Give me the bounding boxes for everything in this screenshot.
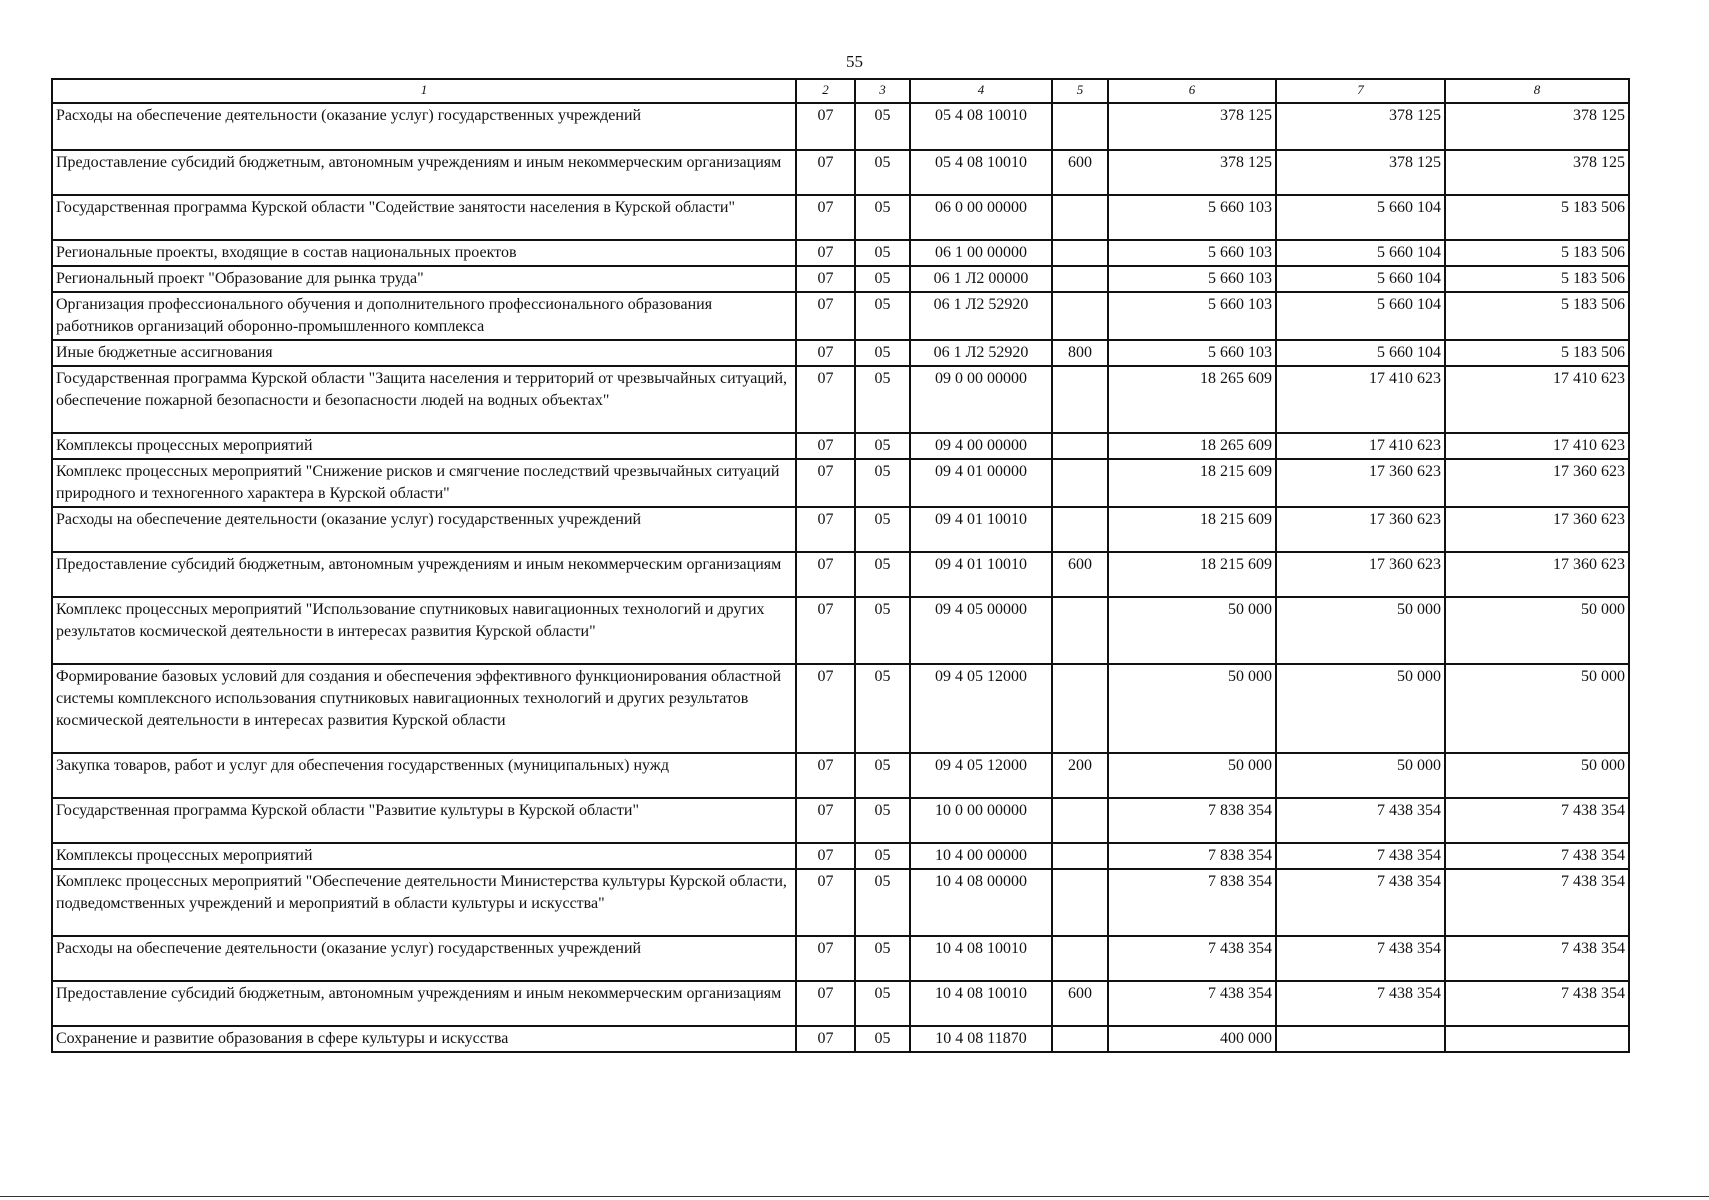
section-code-cell: 07: [796, 981, 855, 1026]
amount-col8-cell: 378 125: [1445, 103, 1629, 150]
amount-col8-cell: 17 410 623: [1445, 366, 1629, 433]
table-row: [52, 507, 1629, 552]
amount-col6-cell: 378 125: [1108, 103, 1276, 150]
column-number-6: 6: [1108, 79, 1276, 103]
target-article-cell: 10 4 08 10010: [910, 936, 1052, 981]
amount-col7-cell: 17 410 623: [1276, 366, 1445, 433]
header-row: [52, 79, 1629, 103]
expense-type-cell: 800: [1052, 340, 1108, 366]
expense-name-cell: Комплекс процессных мероприятий "Снижение рисков и смягчение последствий чрезвычайных ситуаций природного и техногенного характера в Курской области": [52, 459, 796, 507]
target-article-cell: 10 4 00 00000: [910, 843, 1052, 869]
expense-name-cell: Формирование базовых условий для создания и обеспечения эффективного функционирования областной системы комплексного использования спутниковых навигационных технологий и других результатов космической деятельности в интересах развития Курской области: [52, 664, 796, 753]
amount-col6-cell: 5 660 103: [1108, 340, 1276, 366]
table-row: [52, 433, 1629, 459]
subsection-code-cell: 05: [855, 552, 910, 597]
target-article-cell: 06 0 00 00000: [910, 195, 1052, 240]
expense-name-cell: Закупка товаров, работ и услуг для обеспечения государственных (муниципальных) нужд: [52, 753, 796, 798]
expense-name-cell: Комплексы процессных мероприятий: [52, 433, 796, 459]
amount-col6-cell: 5 660 103: [1108, 266, 1276, 292]
section-code-cell: 07: [796, 507, 855, 552]
section-code-cell: 07: [796, 240, 855, 266]
section-code-cell: 07: [796, 366, 855, 433]
amount-col7-cell: 17 360 623: [1276, 459, 1445, 507]
amount-col7-cell: 378 125: [1276, 103, 1445, 150]
table-row: [52, 798, 1629, 843]
expense-type-cell: [1052, 597, 1108, 664]
amount-col8-cell: 17 410 623: [1445, 433, 1629, 459]
amount-col8-cell: 5 183 506: [1445, 340, 1629, 366]
amount-col6-cell: 7 838 354: [1108, 843, 1276, 869]
amount-col7-cell: 5 660 104: [1276, 292, 1445, 340]
section-code-cell: 07: [796, 753, 855, 798]
section-code-cell: 07: [796, 459, 855, 507]
subsection-code-cell: 05: [855, 753, 910, 798]
expense-type-cell: [1052, 869, 1108, 936]
amount-col7-cell: 7 438 354: [1276, 981, 1445, 1026]
amount-col8-cell: 17 360 623: [1445, 507, 1629, 552]
amount-col8-cell: 17 360 623: [1445, 552, 1629, 597]
section-code-cell: 07: [796, 103, 855, 150]
target-article-cell: 06 1 Л2 00000: [910, 266, 1052, 292]
expense-type-cell: 600: [1052, 150, 1108, 195]
table-row: [52, 843, 1629, 869]
amount-col6-cell: 7 438 354: [1108, 981, 1276, 1026]
expense-type-cell: 600: [1052, 981, 1108, 1026]
amount-col8-cell: 7 438 354: [1445, 981, 1629, 1026]
amount-col6-cell: 18 215 609: [1108, 507, 1276, 552]
expense-name-cell: Государственная программа Курской области "Развитие культуры в Курской области": [52, 798, 796, 843]
expense-type-cell: [1052, 507, 1108, 552]
amount-col7-cell: 7 438 354: [1276, 798, 1445, 843]
table-body: [52, 103, 1629, 1052]
section-code-cell: 07: [796, 292, 855, 340]
table-row: [52, 936, 1629, 981]
expense-name-cell: Предоставление субсидий бюджетным, автономным учреждениям и иным некоммерческим организациям: [52, 552, 796, 597]
amount-col7-cell: 17 360 623: [1276, 507, 1445, 552]
subsection-code-cell: 05: [855, 459, 910, 507]
section-code-cell: 07: [796, 597, 855, 664]
subsection-code-cell: 05: [855, 292, 910, 340]
table-row: [52, 240, 1629, 266]
target-article-cell: 09 4 01 10010: [910, 507, 1052, 552]
expense-type-cell: [1052, 433, 1108, 459]
section-code-cell: 07: [796, 843, 855, 869]
amount-col8-cell: 50 000: [1445, 664, 1629, 753]
table-row: [52, 459, 1629, 507]
expense-name-cell: Комплексы процессных мероприятий: [52, 843, 796, 869]
amount-col7-cell: [1276, 1026, 1445, 1052]
target-article-cell: 05 4 08 10010: [910, 150, 1052, 195]
target-article-cell: 06 1 00 00000: [910, 240, 1052, 266]
column-number-3: 3: [855, 79, 910, 103]
amount-col7-cell: 7 438 354: [1276, 936, 1445, 981]
amount-col7-cell: 378 125: [1276, 150, 1445, 195]
amount-col6-cell: 5 660 103: [1108, 292, 1276, 340]
expense-type-cell: [1052, 366, 1108, 433]
table-row: [52, 266, 1629, 292]
budget-table: [51, 78, 1630, 1053]
expense-name-cell: Иные бюджетные ассигнования: [52, 340, 796, 366]
section-code-cell: 07: [796, 1026, 855, 1052]
amount-col6-cell: 378 125: [1108, 150, 1276, 195]
target-article-cell: 09 4 05 00000: [910, 597, 1052, 664]
expense-name-cell: Региональный проект "Образование для рынка труда": [52, 266, 796, 292]
column-number-1: 1: [52, 79, 796, 103]
target-article-cell: 09 4 05 12000: [910, 753, 1052, 798]
amount-col8-cell: 50 000: [1445, 597, 1629, 664]
expense-name-cell: Предоставление субсидий бюджетным, автономным учреждениям и иным некоммерческим организациям: [52, 150, 796, 195]
expense-type-cell: [1052, 459, 1108, 507]
table-row: [52, 366, 1629, 433]
table-row: [52, 981, 1629, 1026]
expense-name-cell: Организация профессионального обучения и дополнительного профессионального образования работников организаций оборонно-промышленного комплекса: [52, 292, 796, 340]
section-code-cell: 07: [796, 195, 855, 240]
expense-type-cell: [1052, 266, 1108, 292]
target-article-cell: 10 4 08 11870: [910, 1026, 1052, 1052]
amount-col7-cell: 50 000: [1276, 753, 1445, 798]
expense-name-cell: Расходы на обеспечение деятельности (оказание услуг) государственных учреждений: [52, 103, 796, 150]
table-row: [52, 103, 1629, 150]
amount-col6-cell: 18 265 609: [1108, 433, 1276, 459]
amount-col8-cell: 7 438 354: [1445, 798, 1629, 843]
subsection-code-cell: 05: [855, 366, 910, 433]
expense-type-cell: 200: [1052, 753, 1108, 798]
amount-col8-cell: 7 438 354: [1445, 936, 1629, 981]
expense-name-cell: Региональные проекты, входящие в состав национальных проектов: [52, 240, 796, 266]
expense-type-cell: [1052, 798, 1108, 843]
section-code-cell: 07: [796, 664, 855, 753]
expense-name-cell: Комплекс процессных мероприятий "Использование спутниковых навигационных технологий и других результатов космической деятельности в интересах развития Курской области": [52, 597, 796, 664]
subsection-code-cell: 05: [855, 340, 910, 366]
amount-col6-cell: 50 000: [1108, 664, 1276, 753]
expense-type-cell: [1052, 843, 1108, 869]
amount-col8-cell: 5 183 506: [1445, 266, 1629, 292]
amount-col8-cell: 5 183 506: [1445, 292, 1629, 340]
amount-col7-cell: 7 438 354: [1276, 843, 1445, 869]
column-number-5: 5: [1052, 79, 1108, 103]
amount-col7-cell: 5 660 104: [1276, 195, 1445, 240]
column-number-8: 8: [1445, 79, 1629, 103]
amount-col7-cell: 50 000: [1276, 664, 1445, 753]
target-article-cell: 09 0 00 00000: [910, 366, 1052, 433]
amount-col7-cell: 5 660 104: [1276, 240, 1445, 266]
amount-col8-cell: 17 360 623: [1445, 459, 1629, 507]
amount-col8-cell: 7 438 354: [1445, 843, 1629, 869]
table-row: [52, 150, 1629, 195]
expense-type-cell: 600: [1052, 552, 1108, 597]
amount-col8-cell: 50 000: [1445, 753, 1629, 798]
table-row: [52, 292, 1629, 340]
target-article-cell: 10 4 08 00000: [910, 869, 1052, 936]
section-code-cell: 07: [796, 150, 855, 195]
subsection-code-cell: 05: [855, 240, 910, 266]
amount-col6-cell: 18 215 609: [1108, 459, 1276, 507]
target-article-cell: 09 4 01 00000: [910, 459, 1052, 507]
subsection-code-cell: 05: [855, 266, 910, 292]
section-code-cell: 07: [796, 936, 855, 981]
expense-name-cell: Государственная программа Курской области "Содействие занятости населения в Курской области": [52, 195, 796, 240]
amount-col6-cell: 5 660 103: [1108, 195, 1276, 240]
amount-col6-cell: 5 660 103: [1108, 240, 1276, 266]
subsection-code-cell: 05: [855, 103, 910, 150]
target-article-cell: 10 0 00 00000: [910, 798, 1052, 843]
subsection-code-cell: 05: [855, 597, 910, 664]
table-row: [52, 1026, 1629, 1052]
amount-col8-cell: 378 125: [1445, 150, 1629, 195]
table-row: [52, 753, 1629, 798]
subsection-code-cell: 05: [855, 433, 910, 459]
table-row: [52, 597, 1629, 664]
amount-col7-cell: 17 410 623: [1276, 433, 1445, 459]
amount-col7-cell: 50 000: [1276, 597, 1445, 664]
subsection-code-cell: 05: [855, 981, 910, 1026]
expense-type-cell: [1052, 103, 1108, 150]
amount-col8-cell: 5 183 506: [1445, 195, 1629, 240]
amount-col6-cell: 50 000: [1108, 597, 1276, 664]
expense-name-cell: Предоставление субсидий бюджетным, автономным учреждениям и иным некоммерческим организациям: [52, 981, 796, 1026]
section-code-cell: 07: [796, 433, 855, 459]
amount-col8-cell: 7 438 354: [1445, 869, 1629, 936]
expense-type-cell: [1052, 240, 1108, 266]
amount-col6-cell: 50 000: [1108, 753, 1276, 798]
section-code-cell: 07: [796, 266, 855, 292]
expense-type-cell: [1052, 1026, 1108, 1052]
section-code-cell: 07: [796, 798, 855, 843]
expense-name-cell: Сохранение и развитие образования в сфере культуры и искусства: [52, 1026, 796, 1052]
subsection-code-cell: 05: [855, 869, 910, 936]
subsection-code-cell: 05: [855, 798, 910, 843]
amount-col7-cell: 5 660 104: [1276, 266, 1445, 292]
target-article-cell: 06 1 Л2 52920: [910, 292, 1052, 340]
expense-name-cell: Расходы на обеспечение деятельности (оказание услуг) государственных учреждений: [52, 507, 796, 552]
target-article-cell: 10 4 08 10010: [910, 981, 1052, 1026]
amount-col7-cell: 17 360 623: [1276, 552, 1445, 597]
table-row: [52, 340, 1629, 366]
target-article-cell: 09 4 05 12000: [910, 664, 1052, 753]
section-code-cell: 07: [796, 869, 855, 936]
table-row: [52, 195, 1629, 240]
column-number-7: 7: [1276, 79, 1445, 103]
page-number: 55: [846, 52, 863, 71]
expense-type-cell: [1052, 936, 1108, 981]
table-row: [52, 664, 1629, 753]
expense-type-cell: [1052, 195, 1108, 240]
amount-col6-cell: 7 838 354: [1108, 798, 1276, 843]
expense-name-cell: Комплекс процессных мероприятий "Обеспечение деятельности Министерства культуры Курской области, подведомственных учреждений и мероприятий в области культуры и искусства": [52, 869, 796, 936]
expense-name-cell: Государственная программа Курской области "Защита населения и территорий от чрезвычайных ситуаций, обеспечение пожарной безопасности и безопасности людей на водных объектах": [52, 366, 796, 433]
subsection-code-cell: 05: [855, 195, 910, 240]
section-code-cell: 07: [796, 340, 855, 366]
amount-col6-cell: 400 000: [1108, 1026, 1276, 1052]
table-row: [52, 869, 1629, 936]
subsection-code-cell: 05: [855, 1026, 910, 1052]
amount-col8-cell: [1445, 1026, 1629, 1052]
amount-col6-cell: 18 265 609: [1108, 366, 1276, 433]
amount-col6-cell: 7 438 354: [1108, 936, 1276, 981]
column-number-4: 4: [910, 79, 1052, 103]
column-number-2: 2: [796, 79, 855, 103]
expense-name-cell: Расходы на обеспечение деятельности (оказание услуг) государственных учреждений: [52, 936, 796, 981]
subsection-code-cell: 05: [855, 664, 910, 753]
amount-col6-cell: 18 215 609: [1108, 552, 1276, 597]
subsection-code-cell: 05: [855, 150, 910, 195]
subsection-code-cell: 05: [855, 843, 910, 869]
amount-col7-cell: 5 660 104: [1276, 340, 1445, 366]
subsection-code-cell: 05: [855, 936, 910, 981]
expense-type-cell: [1052, 664, 1108, 753]
amount-col8-cell: 5 183 506: [1445, 240, 1629, 266]
section-code-cell: 07: [796, 552, 855, 597]
target-article-cell: 09 4 00 00000: [910, 433, 1052, 459]
target-article-cell: 05 4 08 10010: [910, 103, 1052, 150]
table-row: [52, 552, 1629, 597]
target-article-cell: 09 4 01 10010: [910, 552, 1052, 597]
amount-col7-cell: 7 438 354: [1276, 869, 1445, 936]
bottom-rule: [0, 1196, 1709, 1197]
target-article-cell: 06 1 Л2 52920: [910, 340, 1052, 366]
amount-col6-cell: 7 838 354: [1108, 869, 1276, 936]
subsection-code-cell: 05: [855, 507, 910, 552]
expense-type-cell: [1052, 292, 1108, 340]
